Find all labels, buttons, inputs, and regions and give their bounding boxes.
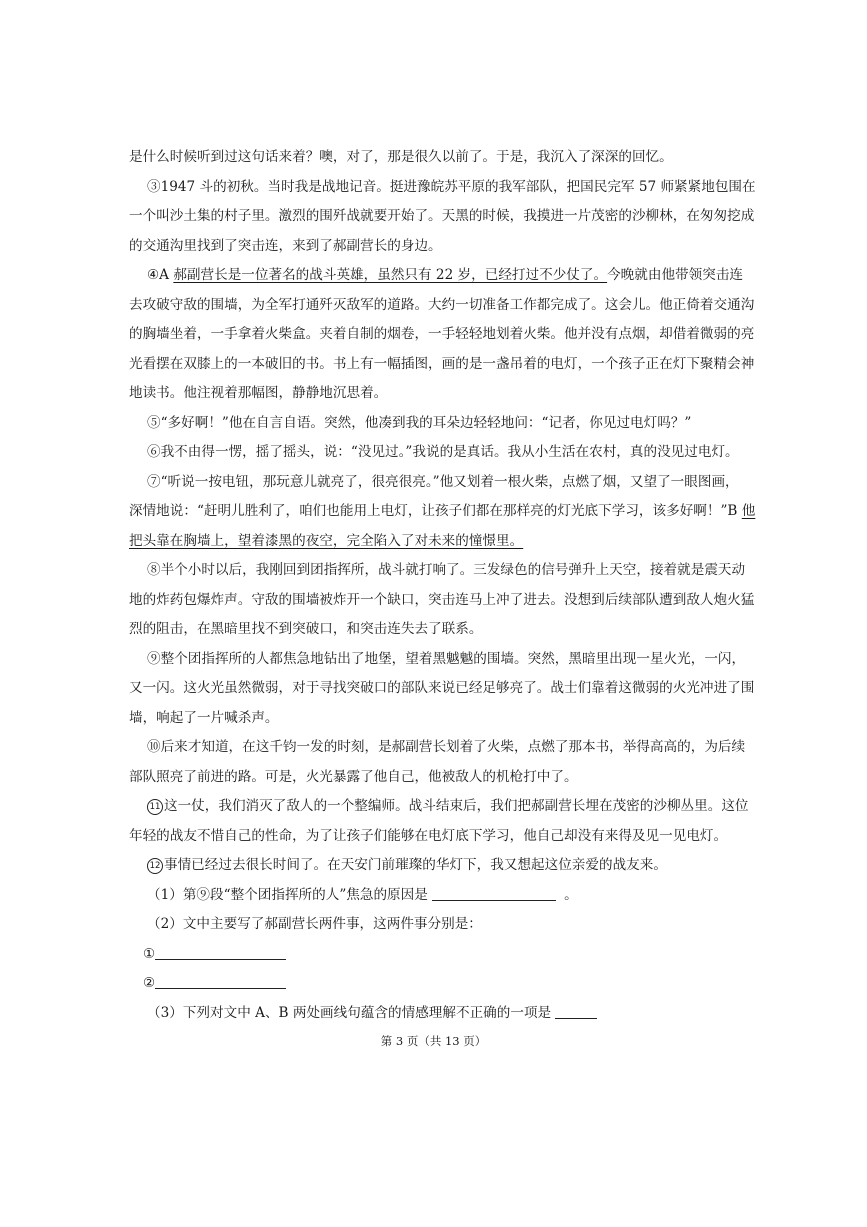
paragraph-8-line: ⑧半个小时以后，我刚回到团指挥所，战斗就打响了。三发绿色的信号弹升上天空，接着就是震天动 [147, 562, 746, 578]
answer-blank-3[interactable] [555, 1004, 597, 1019]
text-line: 年轻的战友不惜自己的性命，为了让孩子们能够在电灯底下学习，他自己却没有来得及见一见电灯。 [129, 828, 728, 844]
item-2-marker: ② [143, 975, 156, 991]
text-line [129, 532, 523, 550]
text-line: 墙，响起了一片喊杀声。 [129, 710, 279, 726]
answer-blank-1[interactable] [432, 886, 556, 901]
paragraph-number-11: 11 [147, 799, 163, 815]
question-1-end: 。 [564, 887, 578, 903]
text-line: 光看摆在双膝上的一本破旧的书。书上有一幅插图，画的是一盏吊着的电灯，一个孩子正在灯下聚精会神 [129, 356, 755, 372]
text-line: 地的炸药包爆炸声。守敌的围墙被炸开一个缺口，突击连马上冲了进去。没想到后续部队遭到敌人炮火猛 [129, 592, 755, 608]
text-line: 的交通沟里找到了突击连，来到了郝副营长的身边。 [129, 238, 442, 254]
underlined-sentence-a: 郝副营长是一位著名的战斗英雄，虽然只有 22 岁，已经打过不少仗了。 [173, 267, 608, 283]
paragraph-12-line [147, 856, 667, 874]
text-span: 今晚就由他带领突击连 [607, 267, 744, 283]
text-line: 一个叫沙土集的村子里。激烈的围歼战就要开始了。天黑的时候，我摸进一片茂密的沙柳林，在匆匆挖成 [129, 208, 755, 224]
paragraph-3-line: ③1947 斗的初秋。当时我是战地记音。挺进豫皖苏平原的我军部队，把国民完军 57 师紧紧地包围在 [147, 179, 756, 195]
underlined-sentence-b: 把头靠在胸墙上，望着漆黑的夜空，完全陷入了对未来的憧憬里。 [129, 533, 524, 549]
text-line: 又一闪。这火光虽然微弱，对于寻找突破口的部队来说已经足够亮了。战士们靠着这微弱的火光冲进了围 [129, 680, 755, 696]
question-1 [147, 886, 578, 904]
underlined-sentence-b-start: 他 [741, 503, 756, 519]
text-line: 地读书。他注视着那幅图，静静地沉思着。 [129, 385, 388, 401]
paragraph-5-line: ⑤“多好啊！”他在自言自语。突然，他凑到我的耳朵边轻轻地问：“记者，你见过电灯吗？” [147, 415, 692, 431]
paragraph-10-line: ⑩后来才知道，在这千钧一发的时刻，是郝副营长划着了火柴，点燃了那本书，举得高高的，为后续 [147, 739, 746, 755]
marker-a: ④A [147, 267, 174, 283]
answer-blank-2b[interactable] [155, 974, 286, 989]
text-span: 事情已经过去很长时间了。在天安门前璀璨的华灯下，我又想起这位亲爱的战友来。 [164, 857, 667, 873]
text-span: 这一仗，我们消灭了敌人的一个整编师。战斗结束后，我们把郝副营长埋在茂密的沙柳丛里。这位 [164, 798, 749, 814]
paragraph-11-line [147, 797, 749, 815]
question-2: （2）文中主要写了郝副营长两件事，这两件事分别是： [147, 916, 482, 932]
question-1-text: （1）第⑨段“整个团指挥所的人”焦急的原因是 [147, 887, 433, 903]
question-3 [147, 1004, 597, 1022]
text-line: 部队照亮了前进的路。可是，火光暴露了他自己，他被敌人的机枪打中了。 [129, 769, 578, 785]
text-line: 的胸墙坐着，一手拿着火柴盒。夹着自制的烟卷，一手轻轻地划着火柴。他并没有点烟，却借着微弱的亮 [129, 326, 755, 342]
item-1-marker: ① [143, 946, 156, 962]
question-3-text: （3）下列对文中 A、B 两处画线句蕴含的情感理解不正确的一项是 [147, 1005, 556, 1021]
paragraph-4-line [147, 266, 743, 284]
paragraph-7-line: ⑦“听说一按电钮，那玩意儿就亮了，很亮很亮。”他又划着一根火柴，点燃了烟，又望了一眼图画， [147, 474, 739, 490]
question-2-item-1 [143, 945, 286, 963]
text-line: 烈的阻击，在黑暗里找不到突破口，和突击连失去了联系。 [129, 621, 483, 637]
answer-blank-2a[interactable] [155, 945, 286, 960]
text-span: 深情地说：“赶明儿胜利了，咱们也能用上电灯，让孩子们都在那样亮的灯光底下学习，该多好啊！”B [129, 503, 742, 519]
text-line: 是什么时候听到过这句话来着？噢，对了，那是很久以前了。于是，我沉入了深深的回忆。 [129, 149, 673, 165]
page-footer: 第 3 页（共 13 页） [380, 1034, 487, 1048]
paragraph-6-line: ⑥我不由得一愣，摇了摇头，说：“没见过。”我说的是真话。我从小生活在农村，真的没见过电灯。 [147, 444, 739, 460]
text-line: 去攻破守敌的围墙，为全军打通歼灭敌军的道路。大约一切准备工作都完成了。这会儿。他正倚着交通沟 [129, 297, 755, 313]
text-line [129, 502, 755, 520]
paragraph-9-line: ⑨整个团指挥所的人都焦急地钻出了地堡，望着黑魆魆的围墙。突然，黑暗里出现一星火光，一闪， [147, 651, 746, 667]
paragraph-number-12: 12 [147, 858, 163, 874]
question-2-item-2 [143, 974, 286, 992]
